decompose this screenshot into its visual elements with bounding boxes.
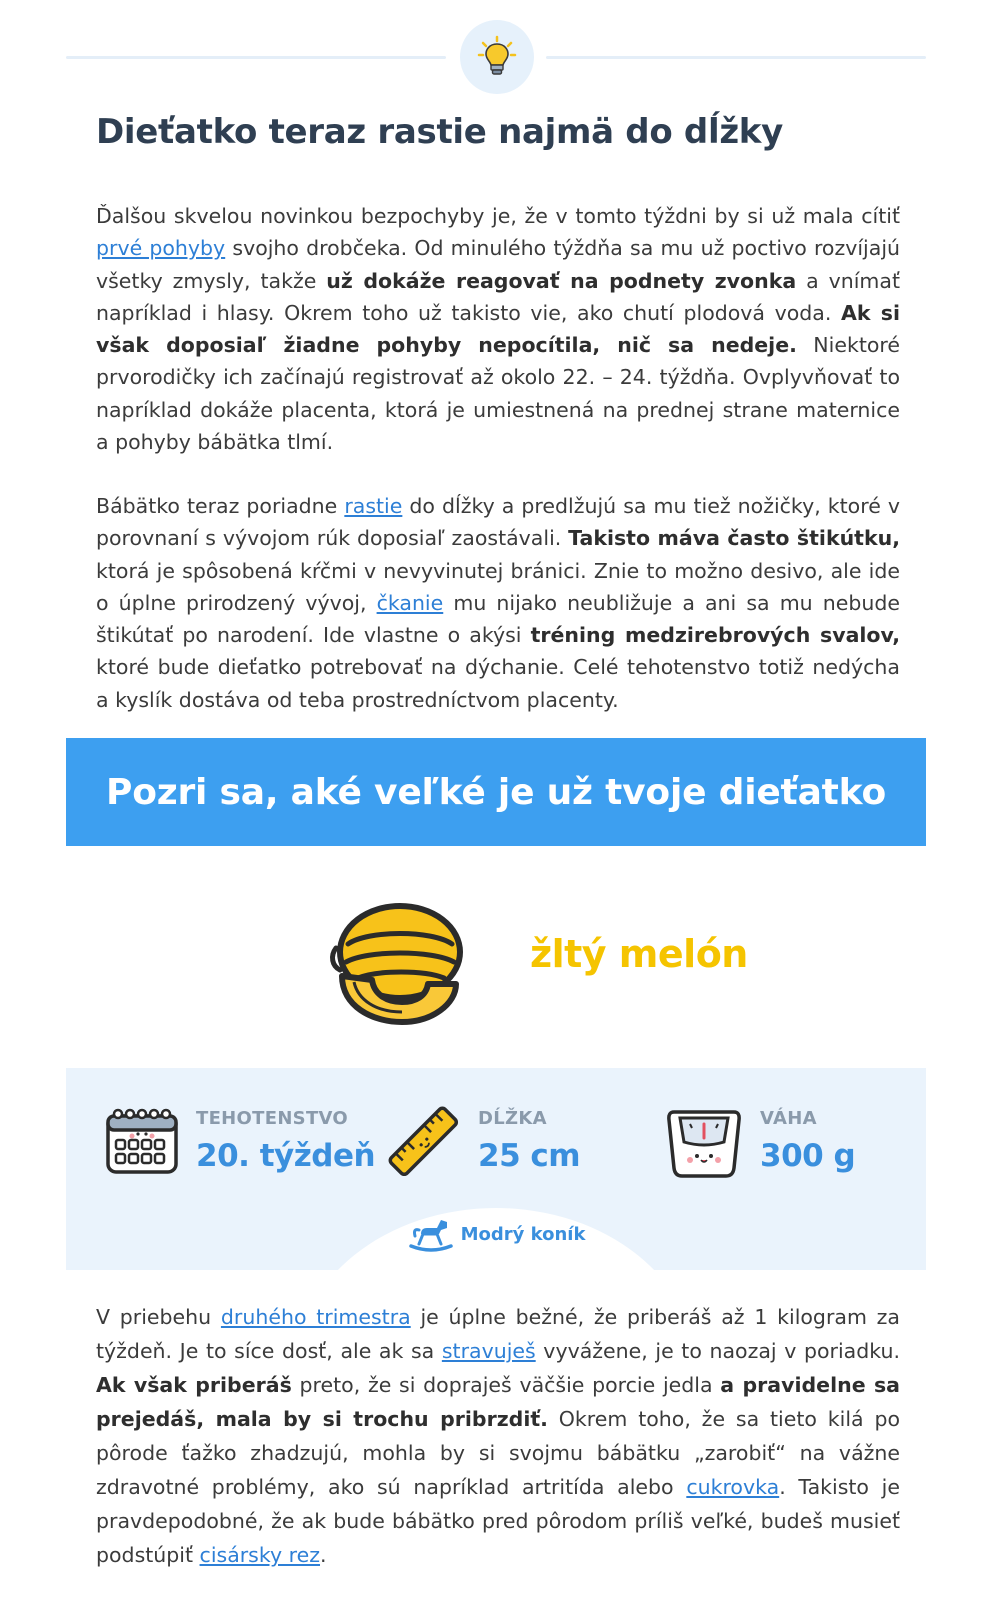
link-hiccups[interactable]: čkanie <box>376 590 444 615</box>
text: svojho drobčeka. Od minulého týždňa sa mu už poctivo rozvíjajú všetky zmysly, takže <box>96 236 901 293</box>
size-banner <box>66 738 926 846</box>
link-eating[interactable]: stravuješ <box>441 1339 536 1363</box>
brand-logo[interactable] <box>66 1216 926 1252</box>
divider-line-right <box>546 56 926 59</box>
stat-value: 25 cm <box>478 1138 581 1174</box>
paragraph-growth <box>96 490 900 716</box>
bold-text: Ak si však doposiaľ žiadne pohyby nepocítila, nič sa nedeje. <box>96 300 900 358</box>
link-first-movements[interactable]: prvé pohyby <box>96 236 226 261</box>
link-growth[interactable]: rastie <box>344 494 403 518</box>
ruler-icon <box>384 1102 464 1182</box>
text: Okrem toho, že sa tieto kilá po pôrode ťažko zhadzujú, mohla by si svojmu bábätku „zarobiť“ na vážne zdravotné problémy, ako sú napríklad artritída alebo <box>96 1407 900 1499</box>
paragraph-movements <box>96 200 900 458</box>
text: . Takisto je pravdepodobné, že ak bude bábätko pred pôrodom príliš veľké, budeš musieť podstúpiť <box>96 1475 900 1567</box>
bold-text: tréning medzirebrových svalov, <box>530 623 900 648</box>
scale-icon <box>664 1102 744 1182</box>
stat-value: 20. týždeň <box>196 1138 376 1174</box>
text: a vnímať napríklad i hlasy. Okrem toho už takisto vie, ako chutí plodová voda. <box>96 268 900 325</box>
calendar-icon <box>104 1102 184 1182</box>
banner-title: Pozri sa, aké veľké je už tvoje dieťatko <box>106 771 886 813</box>
text: preto, že si dopraješ väčšie porcie jedla <box>291 1373 721 1397</box>
text: vyvážene, je to naozaj v poriadku. <box>535 1339 900 1363</box>
divider-line-left <box>66 56 446 59</box>
paragraph-weight-gain <box>96 1300 900 1572</box>
text: Niektoré prvorodičky ich začínajú registrovať až okolo 22. – 24. týždňa. Ovplyvňovať to napríklad dokáže placenta, ktorá je umiestnená na prednej strane maternice a pohyby bábätka tlmí. <box>96 333 900 455</box>
bold-text: Takisto máva často štikútku, <box>568 526 900 551</box>
stat-label: DĹŽKA <box>478 1108 547 1129</box>
article-heading: Dieťatko teraz rastie najmä do dĺžky <box>96 112 783 152</box>
bold-text: už dokáže reagovať na podnety zvonka <box>326 268 797 293</box>
brand-name: Modrý koník <box>460 1223 586 1245</box>
fruit-name: žltý melón <box>530 932 748 976</box>
lightbulb-icon <box>460 20 534 94</box>
text: . <box>320 1543 327 1567</box>
link-c-section[interactable]: cisársky rez <box>199 1543 321 1567</box>
rocking-horse-icon <box>407 1216 455 1252</box>
text: V priebehu <box>96 1305 221 1329</box>
link-second-trimester[interactable]: druhého trimestra <box>220 1305 411 1329</box>
text: ktoré bude dieťatko potrebovať na dýchanie. Celé tehotenstvo totiž nedýcha a kyslík dostáva od teba prostredníctvom placenty. <box>96 655 900 712</box>
bold-text: Ak však priberáš <box>96 1373 292 1397</box>
text: Ďalšou skvelou novinkou bezpochyby je, že v tomto týždni by si už mala cítiť <box>96 204 900 228</box>
fruit-comparison <box>320 900 760 1030</box>
stat-label: TEHOTENSTVO <box>196 1108 349 1129</box>
text: mu nijako neubližuje a ani sa mu nebude štikútať po narodení. Ide vlastne o akýsi <box>96 590 900 648</box>
stats-panel <box>66 1068 926 1270</box>
text: je úplne bežné, že priberáš až 1 kilogram za týždeň. Je to síce dosť, ale ak sa <box>96 1305 900 1363</box>
link-diabetes[interactable]: cukrovka <box>686 1475 780 1499</box>
bold-text: a pravidelne sa prejedáš, mala by si trochu pribrzdiť. <box>96 1373 900 1431</box>
text: Bábätko teraz poriadne <box>96 494 345 518</box>
text: do dĺžky a predlžujú sa mu tiež nožičky, ktoré v porovnaní s vývojom rúk doposiaľ zaostávali. <box>96 494 900 551</box>
stat-label: VÁHA <box>760 1108 817 1129</box>
stat-value: 300 g <box>760 1138 856 1174</box>
melon-icon <box>328 900 468 1026</box>
text: ktorá je spôsobená kŕčmi v nevyvinutej bránici. Znie to možno desivo, ale ide o úplne prirodzený vývoj, <box>96 558 900 615</box>
